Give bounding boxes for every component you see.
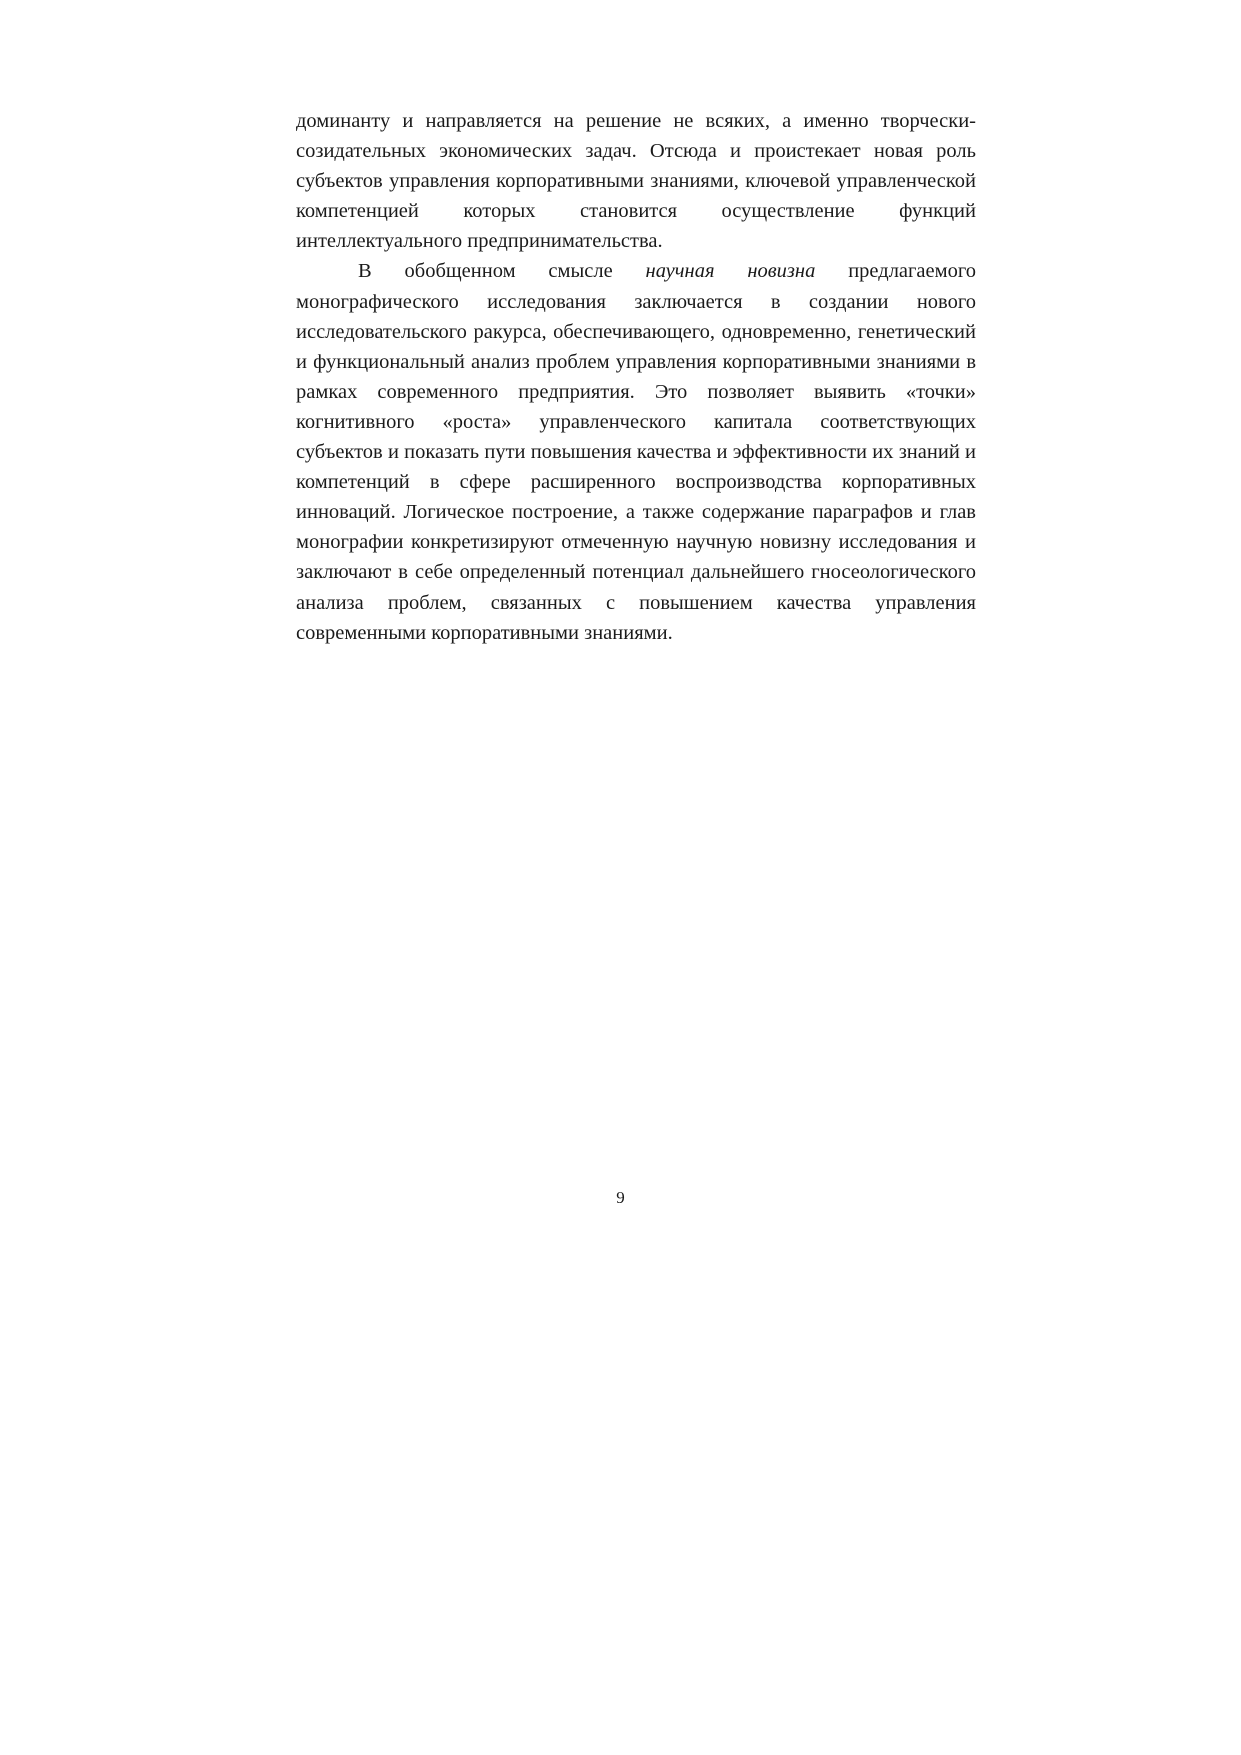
italic-term: научная новизна	[645, 260, 816, 283]
paragraph-2-lead: В обобщенном смысле	[358, 260, 646, 283]
body-text	[296, 106, 976, 648]
paragraph-1: доминанту и направляется на решение не всяких, а именно творчески-созидательных экономических задач. Отсюда и проистекает новая роль субъектов управления корпоративными знаниями, ключевой управленческой компетенцией которых становится осуществление функций интеллектуального предпринимательства.	[296, 110, 976, 253]
page-number: 9	[616, 1188, 625, 1207]
paragraph-2	[296, 256, 976, 647]
paragraph-2-rest: предлагаемого монографического исследования заключается в создании нового исследовательского ракурса, обеспечивающего, одновременно, генетический и функциональный анализ проблем управления корпоративными знаниями в рамках современного предприятия. Это позволяет выявить «точки» когнитивного «роста» управленческого капитала соответствующих субъектов и показать пути повышения качества и эффективности их знаний и компетенций в сфере расширенного воспроизводства корпоративных инноваций. Логическое построение, а также содержание параграфов и глав монографии конкретизируют отмеченную научную новизну исследования и заключают в себе определенный потенциал дальнейшего гносеологического анализа проблем, связанных с повышением качества управления современными корпоративными знаниями.	[296, 260, 976, 644]
